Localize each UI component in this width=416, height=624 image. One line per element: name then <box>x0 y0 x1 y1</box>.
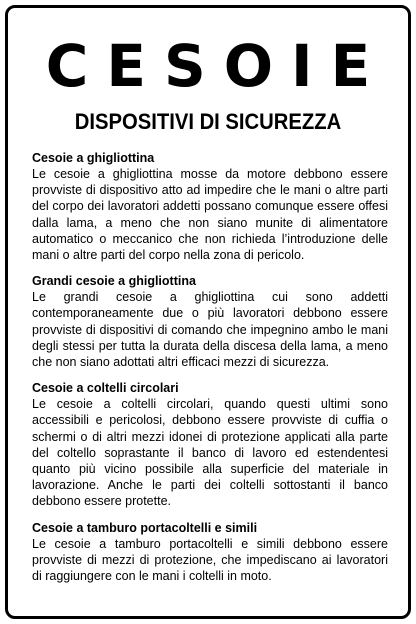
sign-subtitle: DISPOSITIVI DI SICUREZZA <box>74 109 342 134</box>
section-heading: Cesoie a tamburo portacoltelli e simili <box>32 520 258 535</box>
sign-content <box>32 150 388 594</box>
section-body: Le cesoie a tamburo portacoltelli e simili debbono essere provviste di mezzi di protezione, che impediscano ai lavoratori di raggiungere con le mani i coltelli in moto. <box>32 536 388 584</box>
section-coltelli-circolari <box>32 380 388 509</box>
section-heading: Cesoie a ghigliottina <box>32 151 155 165</box>
section-tamburo-portacoltelli <box>32 520 388 585</box>
section-cesoie-ghigliottina <box>32 150 388 263</box>
section-body: Le cesoie a ghigliottina mosse da motore debbono essere provviste di dispositivo atto ad impedire che le mani o altre parti del corpo dei lavoratori addetti possano comunque essere offesi dalla lama, a meno che non siano munite di alimentatore automatico o meccanico che non richieda l’introduzione delle mani o altre parti del corpo nella zona di pericolo. <box>32 167 388 263</box>
section-body: Le grandi cesoie a ghigliottina cui sono addetti contemporaneamente due o più lavoratori debbono essere provviste di dispositivi di comando che impegnino ambo le mani degli stessi per tutta la durata della discesa della lama, a meno che non siano adottati altri efficaci mezzi di sicurezza. <box>32 290 388 370</box>
safety-sign <box>5 5 411 619</box>
sign-title: CESOIE <box>45 32 389 100</box>
section-heading: Cesoie a coltelli circolari <box>32 381 179 396</box>
section-body: Le cesoie a coltelli circolari, quando questi ultimi sono accessibili e pericolosi, debbono essere provviste di cuffia o schermi o di altri mezzi idonei di protezione applicati alla parte del coltello soprastante il banco di lavoro ed estendentesi quanto più vicino possibile alla superficie del materiale in lavorazione. Anche le parti dei coltelli sottostanti il banco debbono essere protette. <box>32 397 388 509</box>
section-grandi-cesoie <box>32 273 388 370</box>
section-heading: Grandi cesoie a ghigliottina <box>32 274 196 289</box>
